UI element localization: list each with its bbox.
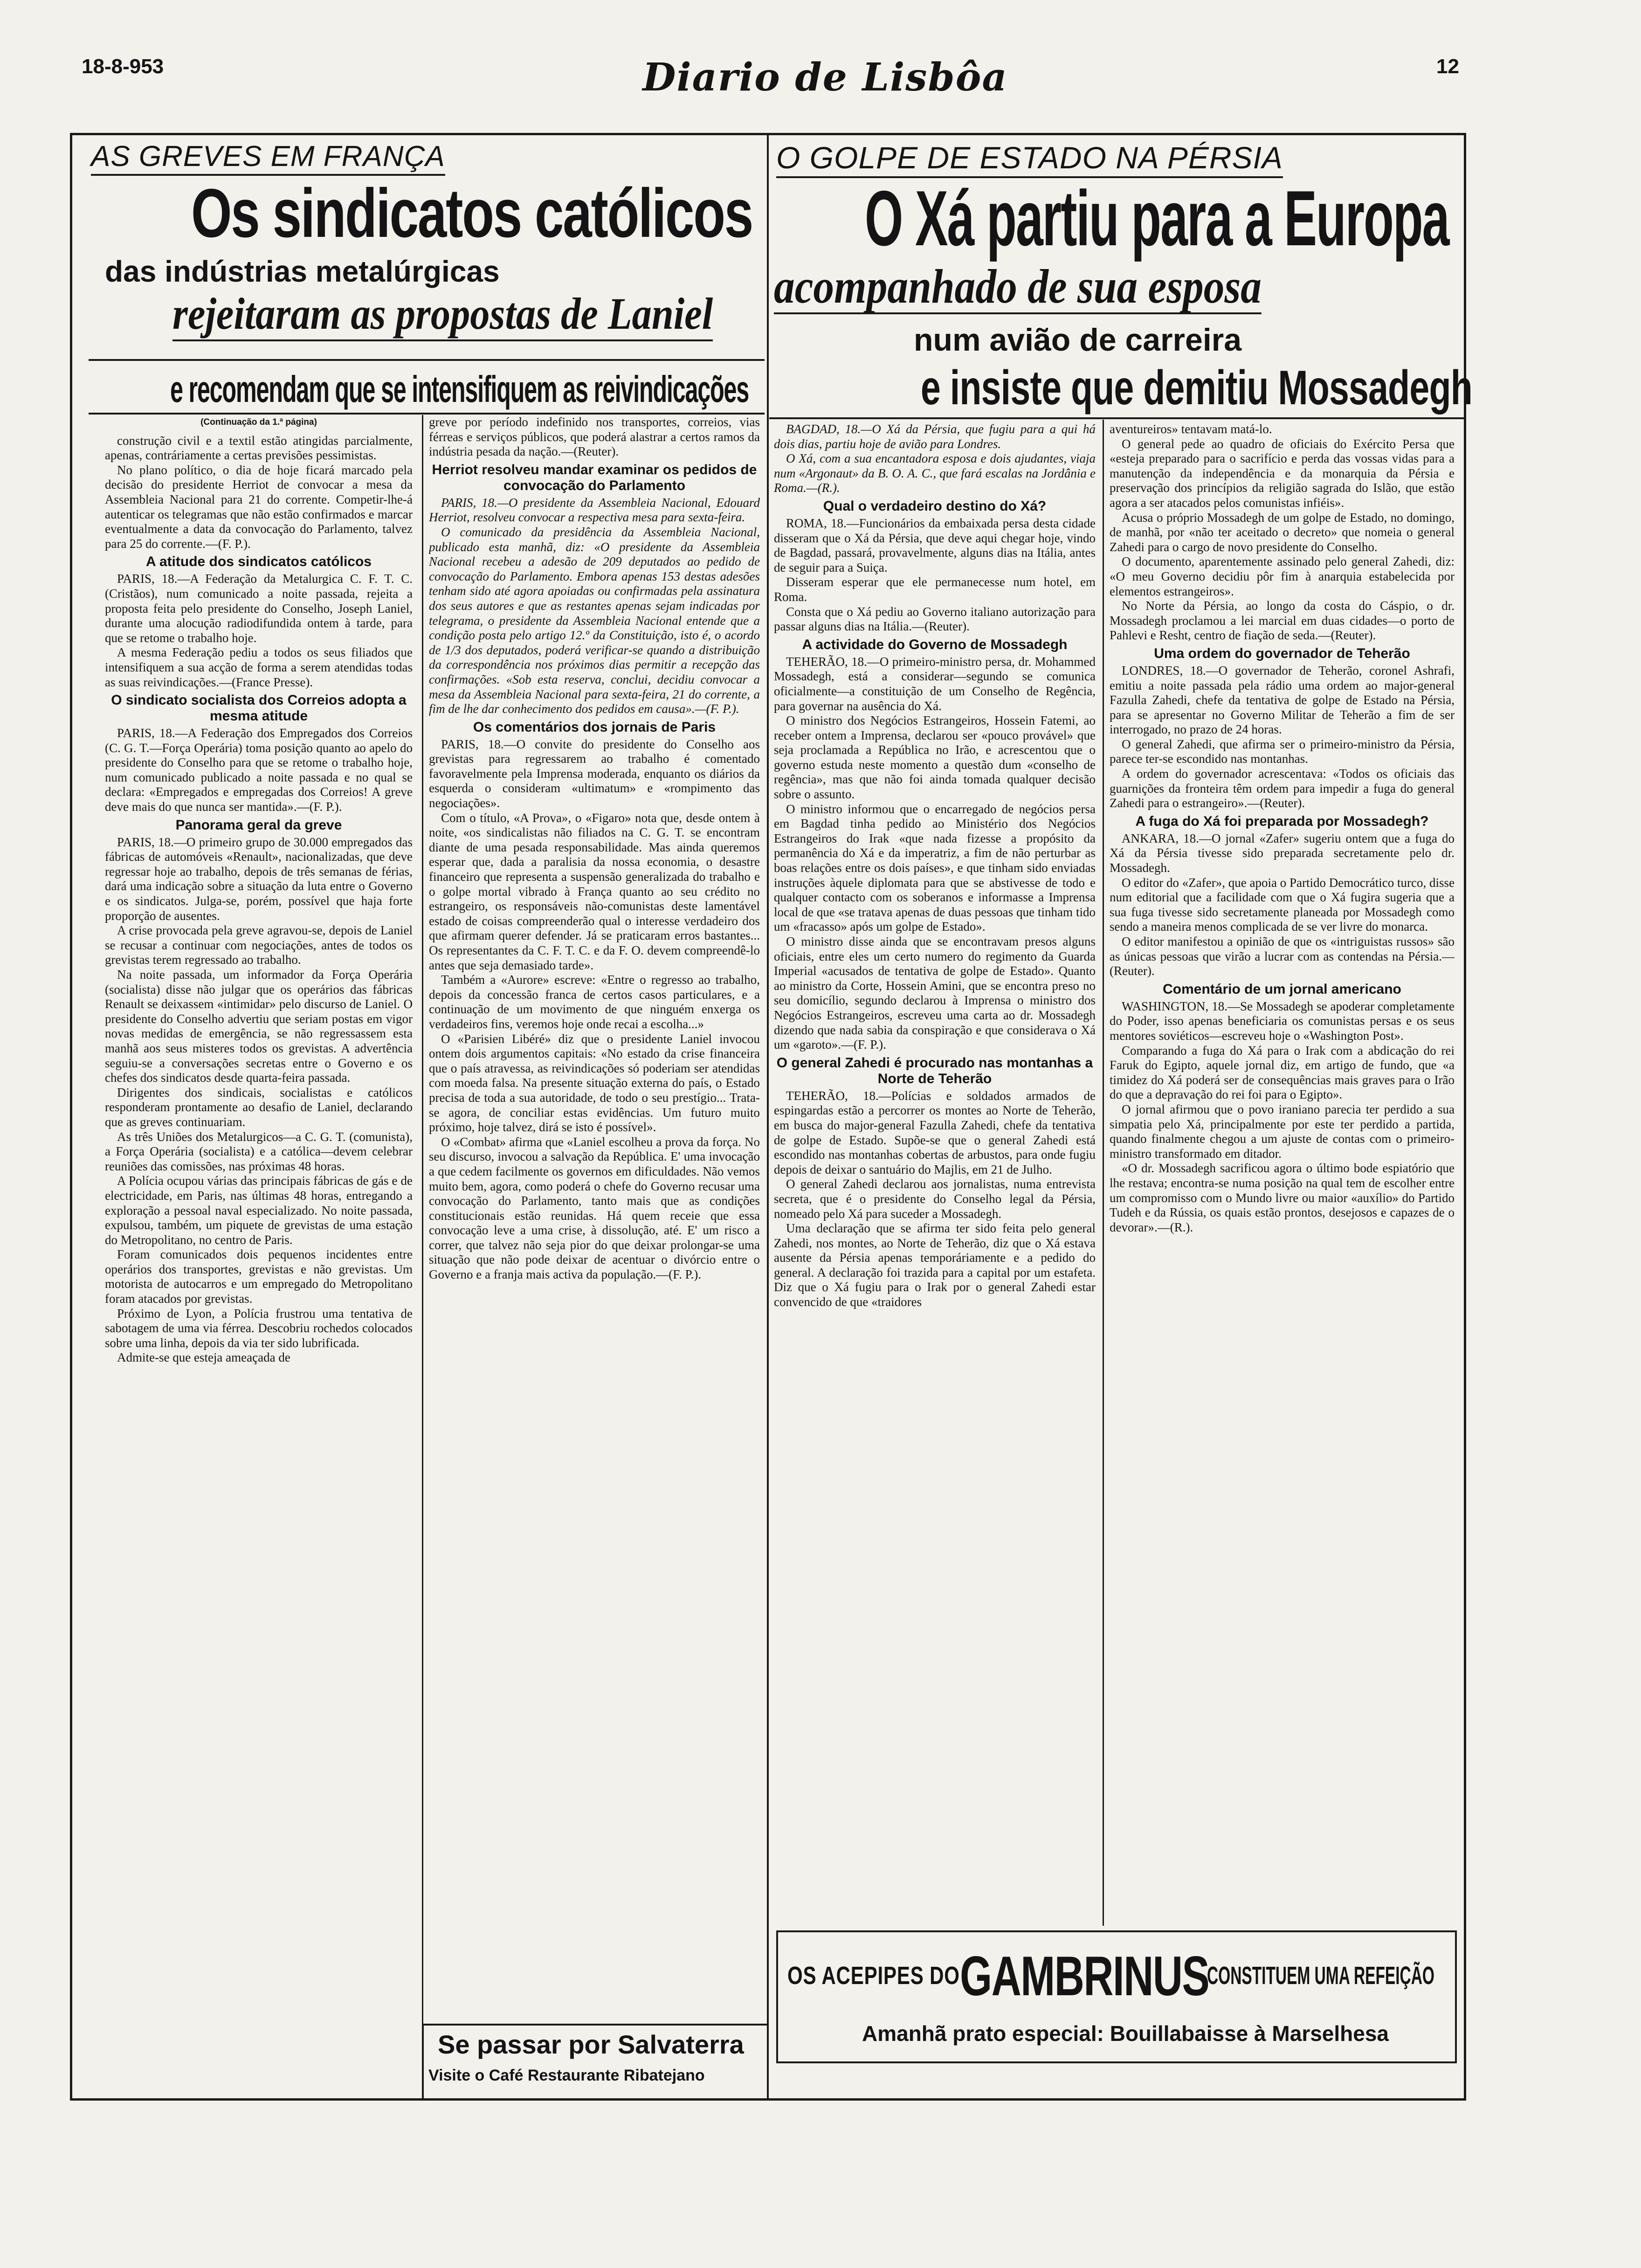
right-deck-2: num avião de carreira xyxy=(914,322,1242,358)
center-divider xyxy=(767,133,769,2101)
article-paragraph: No plano político, o dia de hoje ficará marcado pela decisão do presidente Herriot de convocar a mesa da Assembleia Nacional para 21 do corrente. Competir-lhe-á autenticar os telegramas que não estão confirmados e marcar eventualmente a data da convocação do Parlamento, talvez para 25 do corrente.—(F. P.). xyxy=(105,463,413,551)
article-paragraph: Uma declaração que se afirma ter sido feita pelo general Zahedi, nos montes, ao Norte de Teherão, diz que o Xá estava ausente da Pérsia apenas temporáriamente e a pedido do general. A declaração foi trazida para a capital por um estafeta. Diz que o Xá fugiu para o Irak por o general Zahedi estar convencido de que «traidores xyxy=(774,1221,1096,1309)
article-paragraph: A mesma Federação pediu a todos os seus filiados que intensifiquem a sua acção de forma a serem atendidas todas as suas reivindicações.—(France Presse). xyxy=(105,645,413,689)
article-paragraph: construção civil e a textil estão atingidas parcialmente, apenas, contráriamente a certas previsões pessimistas. xyxy=(105,433,413,463)
article-paragraph: Dirigentes dos sindicais, socialistas e católicos responderam prontamente ao desafio de Laniel, declarando que as greves continuariam. xyxy=(105,1085,413,1129)
section-subheading: Comentário de um jornal americano xyxy=(1163,981,1401,997)
article-paragraph: O documento, aparentemente assinado pelo general Zahedi, diz: «O meu Governo decidiu pôr fim à anarquia estabelecida por elementos estrangeiros». xyxy=(1110,554,1455,598)
article-paragraph: greve por período indefinido nos transportes, correios, vias férreas e serviços públicos, que poderá alastrar a certos ramos da indústria pesada da nação.—(Reuter). xyxy=(429,415,760,459)
article-paragraph: O «Parisien Libéré» diz que o presidente Laniel invocou ontem dois argumentos capitais: «No estado da crise financeira que o país atravessa, as reivindicações só poderiam ser atendidas com moeda falsa. Na presente situação externa do país, o Estado precisa de toda a sua autoridade, de todo o seu prestígio... Trata-se agora, de conciliar estas evidências. Um futuro muito próximo, hoje talvez, dirá se isto é possível». xyxy=(429,1031,760,1134)
article-paragraph: O editor manifestou a opinião de que os «intriguistas russos» são as únicas pessoas que virão a lucrar com as contendas na Pérsia.—(Reuter). xyxy=(1110,934,1455,978)
gambrinus-ad-lead: OS ACEPIPES DO xyxy=(787,1962,960,1990)
section-subheading: Herriot resolveu mandar examinar os pedidos de convocação do Parlamento xyxy=(432,462,757,493)
article-paragraph: A ordem do governador acrescentava: «Todos os oficiais das guarnições da fronteira têm ordem para impedir a fuga do general Zahedi para o estrangeiro».—(Reuter). xyxy=(1110,767,1455,810)
section-subheading: Panorama geral da greve xyxy=(175,817,342,833)
article-paragraph: O ministro dos Negócios Estrangeiros, Hossein Fatemi, ao receber ontem a Imprensa, declarou ser «pouco provável» que seja proclamada a República no Irão, e acrescentou que o governo estuda neste momento a questão dum «conselho de regência», mas que não foi ainda tomada qualquer decisão sobre o assunto. xyxy=(774,713,1096,802)
page-number: 12 xyxy=(1436,55,1459,78)
left-deck-2: rejeitaram as propostas de Laniel xyxy=(172,288,713,341)
article-paragraph: ROMA, 18.—Funcionários da embaixada persa desta cidade disseram que o Xá da Pérsia, que deve aqui chegar hoje, vindo de Bagdad, passará, provavelmente, alguns dias na Itália, antes de seguir para a Suiça. xyxy=(774,516,1096,574)
article-paragraph: O Xá, com a sua encantadora esposa e dois ajudantes, viaja num «Argonaut» da B. O. A. C., que fará escalas na Jordânia e Roma.—(R.). xyxy=(774,451,1096,495)
article-paragraph: O ministro informou que o encarregado de negócios persa em Bagdad tinha pedido ao Ministério dos Negócios Estrangeiros do Irak «que nada fizesse a propósito da permanência do Xá e da imperatriz, a fim de não perturbar as boas relações entre os dois países», e que tinham sido enviadas instruções àquele diplomata para que se abstivesse de todo e qualquer contacto com os soberanos e informasse a Imprensa local de que «se tratava apenas de duas pessoas que tinham tido um «fracasso» após um golpe de Estado». xyxy=(774,802,1096,934)
article-paragraph: Consta que o Xá pediu ao Governo italiano autorização para passar alguns dias na Itália.—(Reuter). xyxy=(774,604,1096,634)
left-column-2-body xyxy=(429,415,760,1282)
right-deck-1: acompanhado de sua esposa xyxy=(774,260,1262,313)
section-subheading: A atitude dos sindicatos católicos xyxy=(146,554,372,570)
article-paragraph: O «Combat» afirma que «Laniel escolheu a prova da força. No seu discurso, invocou a salvação da República. E' uma invocação a que cedem facilmente os governos em dificuldades. Não vemos muito bem, agora, como poderá o chefe do Governo recusar uma convocação do Parlamento, tanto mais que as condições constitucionais estão reunidas. Há quem receie que essa convocação leve a uma crise, à dissolução, até. E' um risco a correr, que talvez não seja pior do que deixar prolongar-se uma situação que não pode deixar de acentuar o divórcio entre o Governo e a franja mais activa da população.—(F. P.). xyxy=(429,1134,760,1282)
article-paragraph: O general pede ao quadro de oficiais do Exército Persa que «esteja preparado para o sacrifício e perda das vossas vidas para a manutenção da independência e da monarquia da Pérsia e preservação dos princípios da religião sagrada do Islão, que estão agora a ser atacados pelos comunistas infiéis». xyxy=(1110,436,1455,510)
article-paragraph: O general Zahedi declarou aos jornalistas, numa entrevista secreta, que é o presidente do Conselho legal da Pérsia, nomeado pelo Xá para suceder a Mossadegh. xyxy=(774,1177,1096,1221)
article-paragraph: O general Zahedi, que afirma ser o primeiro-ministro da Pérsia, parece ter-se escondido nas montanhas. xyxy=(1110,737,1455,766)
article-paragraph: WASHINGTON, 18.—Se Mossadegh se apoderar completamente do Poder, isso apenas beneficiaria os comunistas persas e os seus mentores soviéticos—escreveu hoje o «Washington Post». xyxy=(1110,999,1455,1043)
left-column-1-body xyxy=(105,434,413,1365)
article-paragraph: «O dr. Mossadegh sacrificou agora o último bode espiatório que lhe restava; encontra-se numa posição na qual tem de escolher entre um compromisso com o Mundo livre ou maior «auxílio» do Partido Tudeh e da Rússia, os quais estão prontos, desejosos e capazes de o devorar».—(R.). xyxy=(1110,1161,1455,1234)
left-column-2 xyxy=(429,415,760,2019)
left-column-divider xyxy=(422,415,423,2098)
right-kicker: O GOLPE DE ESTADO NA PÉRSIA xyxy=(776,140,1283,178)
left-deck-3: e recomendam que se intensifiquem as reivindicações xyxy=(170,368,749,410)
issue-date: 18-8-953 xyxy=(82,55,164,78)
article-paragraph: O editor do «Zafer», que apoia o Partido Democrático turco, disse num editorial que a facilidade com que o Xá fugira sugeria que a sua fuga tivesse sido secretamente planeada por Mossadegh como sendo a maneira menos complicada de se ver livre do monarca. xyxy=(1110,875,1455,934)
section-subheading: Os comentários dos jornais de Paris xyxy=(473,719,716,735)
left-rule-1 xyxy=(89,359,765,361)
article-paragraph: Próximo de Lyon, a Polícia frustrou uma tentativa de sabotagem de uma via férrea. Descobriu rochedos colocados sobre uma linha, depois da via ter sido lubrificada. xyxy=(105,1306,413,1350)
article-paragraph: Admite-se que esteja ameaçada de xyxy=(117,1350,290,1365)
article-paragraph: A crise provocada pela greve agravou-se, depois de Laniel se recusar a continuar com negociações, antes de todos os grevistas terem regressado ao trabalho. xyxy=(105,923,413,967)
gambrinus-ad-special: Amanhã prato especial: Bouillabaisse à Marselhesa xyxy=(862,2021,1389,2046)
salvaterra-ad xyxy=(422,2024,767,2101)
article-paragraph: BAGDAD, 18.—O Xá da Pérsia, que fugiu para a qui há dois dias, partiu hoje de avião para Londres. xyxy=(774,422,1096,451)
article-paragraph: TEHERÃO, 18.—Polícias e soldados armados de espingardas estão a percorrer os montes ao Norte de Teherão, em busca do major-general Fazulla Zahedi, chefe da tentativa de golpe de Estado. Supõe-se que o general Zahedi está escondido nas montanhas cobertas de arbustos, para onde fugiu depois de deixar o santuário do Majlis, em 21 de Julho. xyxy=(774,1088,1096,1176)
article-paragraph: Foram comunicados dois pequenos incidentes entre operários dos transportes, grevistas e não grevistas. Um motorista de autocarros e um empregado do Metropolitano foram atacados por grevistas. xyxy=(105,1247,413,1306)
gambrinus-ad-name: GAMBRINUS xyxy=(960,1945,1209,2007)
article-paragraph: O comunicado da presidência da Assembleia Nacional, publicado esta manhã, diz: «O presidente da Assembleia Nacional recebeu a adesão de 209 deputados ao pedido de convocação do Parlamento. Embora apenas 153 destas adesões tenham sido até agora apoiadas ou confirmadas pela assinatura dos seus autores e que as restantes apenas sejam indicadas por telegrama, o presidente da Assembleia Nacional entende que a condição posta pelo artigo 12.º da Constituição, isto é, o acordo de 1/3 dos deputados, poderá verificar-se quando a distribuição da correspondência nos próximos dias permitir a recepção das confirmações. «Sob esta reserva, conclui, decidiu convocar a mesa da Assembleia Nacional para sexta-feira, 21 do corrente, a fim de lhe dar conhecimento dos pedidos em causa».—(F. P.). xyxy=(429,525,760,716)
right-deck-3: e insiste que demitiu Mossadegh xyxy=(921,361,1473,415)
left-rule-2 xyxy=(89,413,765,415)
article-paragraph: PARIS, 18.—A Federação da Metalurgica C. F. T. C. (Cristãos), num comunicado a noite passada, rejeita a proposta feita pelo presidente do Conselho, Joseph Laniel, durante uma alocução radiodifundida ontem à tarde, para que se retome o trabalho hoje. xyxy=(105,572,413,645)
article-paragraph: PARIS, 18.—A Federação dos Empregados dos Correios (C. G. T.—Força Operária) toma posição quanto ao apelo do presidente do Conselho para que se retome o trabalho hoje, num comunicado publicado a noite passada e no qual se declara: «Empregados e empregadas dos Correios! A greve deve mais do que nunca ser mantida».—(F. P.). xyxy=(105,726,413,814)
right-column-2-body xyxy=(1110,422,1455,1235)
gambrinus-ad-tagline: CONSTITUEM UMA REFEIÇÃO xyxy=(1207,1962,1434,1990)
article-paragraph: A Polícia ocupou várias das principais fábricas de gás e de electricidade, em Paris, nas últimas 48 horas, entregando a exploração a pessoal naval especializado. No noite passada, expulsou, também, um piquete de grevistas de uma estação do Metropolitano, no centro de Paris. xyxy=(105,1174,413,1247)
article-paragraph: Também a «Aurore» escreve: «Entre o regresso ao trabalho, depois da concessão franca de certos casos particulares, e a continuação de um movimento de que ninguém enxerga os verdadeiros fins, veremos hoje onde recai a escolha...» xyxy=(429,973,760,1031)
article-paragraph: As três Uniões dos Metalurgicos—a C. G. T. (comunista), a Força Operária (socialista) e a católica—devem celebrar reuniões das comissões, nas próximas 48 horas. xyxy=(105,1129,413,1173)
salvaterra-ad-title: Se passar por Salvaterra xyxy=(438,2030,744,2059)
article-paragraph: PARIS, 18.—O convite do presidente do Conselho aos grevistas para regressarem ao trabalho é comentado favoravelmente pela Imprensa moderada, enquanto os diários da esquerda o consideram «ultimatum» e «rompimento das negociações». xyxy=(429,737,760,810)
section-subheading: Qual o verdadeiro destino do Xá? xyxy=(823,498,1047,514)
article-paragraph: PARIS, 18.—O primeiro grupo de 30.000 empregados das fábricas de automóveis «Renault», nacionalizadas, que deve regressar hoje ao trabalho, depois de três semanas de férias, dará uma indicação sobre a situação da luta entre o Governo e os sindicatos. Julga-se, porém, possível que haja forte proporção de ausentes. xyxy=(105,835,413,923)
left-column-1 xyxy=(105,415,413,2084)
right-column-2 xyxy=(1110,422,1455,1923)
right-column-1 xyxy=(774,422,1096,1923)
masthead: Diario de Lisbôa xyxy=(642,55,1008,100)
article-paragraph: LONDRES, 18.—O governador de Teherão, coronel Ashrafi, emitiu a noite passada pela rádio uma ordem ao major-general Fazulla Zahedi, chefe da tentativa de golpe de Estado na Pérsia, para se apresentar no Governo Militar de Teherão a fim de ser interrogado, no prazo de 24 horas. xyxy=(1110,663,1455,737)
section-subheading: A fuga do Xá foi preparada por Mossadegh? xyxy=(1135,813,1429,829)
article-paragraph: ANKARA, 18.—O jornal «Zafer» sugeriu ontem que a fuga do Xá da Pérsia tivesse sido preparada secretamente pelo dr. Mossadegh. xyxy=(1110,831,1455,875)
right-column-divider xyxy=(1103,420,1104,1926)
right-headline: O Xá partiu para a Europa xyxy=(865,174,1449,262)
article-paragraph: No Norte da Pérsia, ao longo da costa do Cáspio, o dr. Mossadegh proclamou a lei marcial em duas cidades—o porto de Pahlevi e Resht, centro de fiação de seda.—(Reuter). xyxy=(1110,599,1455,643)
right-rule xyxy=(769,417,1464,419)
continuation-note: (Continuação da 1.ª página) xyxy=(200,417,317,427)
article-paragraph: Acusa o próprio Mossadegh de um golpe de Estado, no domingo, de manhã, por «não ter aceitado o decreto» que nomeia o general Zahedi para o cargo de novo presidente do Conselho. xyxy=(1110,510,1455,554)
right-column-1-body xyxy=(774,422,1096,1310)
article-paragraph: Com o título, «A Prova», o «Figaro» nota que, desde ontem à noite, «os sindicalistas não filiados na C. G. T. se encontram diante de uma pesada responsabilidade. Mas ainda queremos esperar que, dada a paralisia da nossa economia, o desastre financeiro que representa a suspensão generalizada do trabalho e o golpe mortal vibrado à França quanto ao seu crédito no estrangeiro, os responsáveis não-comunistas deste lamentável estado de coisas compreenderão qual o interesse verdadeiro dos que afirmam querer defender. Já se praticaram erros bastantes... Os representantes da C. F. T. C. e da F. O. devem compreendê-lo antes que seja demasiado tarde». xyxy=(429,810,760,972)
section-subheading: O general Zahedi é procurado nas montanhas a Norte de Teherão xyxy=(776,1055,1093,1086)
article-paragraph: PARIS, 18.—O presidente da Assembleia Nacional, Edouard Herriot, resolveu convocar a respectiva mesa para sexta-feira. xyxy=(429,495,760,525)
salvaterra-ad-subtitle: Visite o Café Restaurante Ribatejano xyxy=(428,2067,705,2084)
gambrinus-ad xyxy=(776,1930,1457,2063)
article-paragraph: O ministro disse ainda que se encontravam presos alguns oficiais, entre eles um certo numero do regimento da Guarda Imperial «acusados de tentativa de golpe de Estado». Quanto ao ministro da Corte, Hossein Amini, que se encontra preso no seu domicílio, segundo declarou à Imprensa o ministro dos Negócios Estrangeiros, escreveu uma carta ao dr. Mossadegh dizendo que nada sabia da conspiração e que considerava o Xá um «garoto».—(F. P.). xyxy=(774,934,1096,1052)
article-paragraph: TEHERÃO, 18.—O primeiro-ministro persa, dr. Mohammed Mossadegh, está a considerar—segundo se comunica oficialmente—a constituição de um Conselho de Regência, para governar na ausência do Xá. xyxy=(774,654,1096,713)
left-kicker: AS GREVES EM FRANÇA xyxy=(91,140,445,176)
article-paragraph: Disseram esperar que ele permanecesse num hotel, em Roma. xyxy=(774,575,1096,604)
section-subheading: A actividade do Governo de Mossadegh xyxy=(802,636,1068,652)
article-paragraph: O jornal afirmou que o povo iraniano parecia ter perdido a sua simpatia pelo Xá, principalmente por este ter perdido a partida, quando finalmente chegou a um ajuste de contas com o primeiro-ministro transformado em ditador. xyxy=(1110,1102,1455,1161)
left-headline: Os sindicatos católicos xyxy=(191,175,753,252)
article-paragraph: aventureiros» tentavam matá-lo. xyxy=(1110,422,1272,436)
article-paragraph: Na noite passada, um informador da Força Operária (socialista) disse não julgar que os operários das fábricas Renault se deixassem «intimidar» pelo discurso de Laniel. O presidente do Conselho advertiu que seriam postas em vigor novas medidas de emergência, se não regressassem esta manhã aos seus misteres todos os grevistas. A advertência seguiu-se a conversações secretas entre o Governo e os chefes dos sindicatos desde quarta-feira passada. xyxy=(105,968,413,1085)
section-subheading: O sindicato socialista dos Correios adopta a mesma atitude xyxy=(111,692,407,724)
section-subheading: Uma ordem do governador de Teherão xyxy=(1154,645,1410,661)
article-paragraph: Comparando a fuga do Xá para o Irak com a abdicação do rei Faruk do Egipto, aquele jornal diz, em artigo de fundo, que «a timidez do Xá poderá ser de consequências mais graves para o Irão do que a depravação do rei foi para o Egipto». xyxy=(1110,1043,1455,1102)
left-deck-1: das indústrias metalúrgicas xyxy=(105,255,500,288)
